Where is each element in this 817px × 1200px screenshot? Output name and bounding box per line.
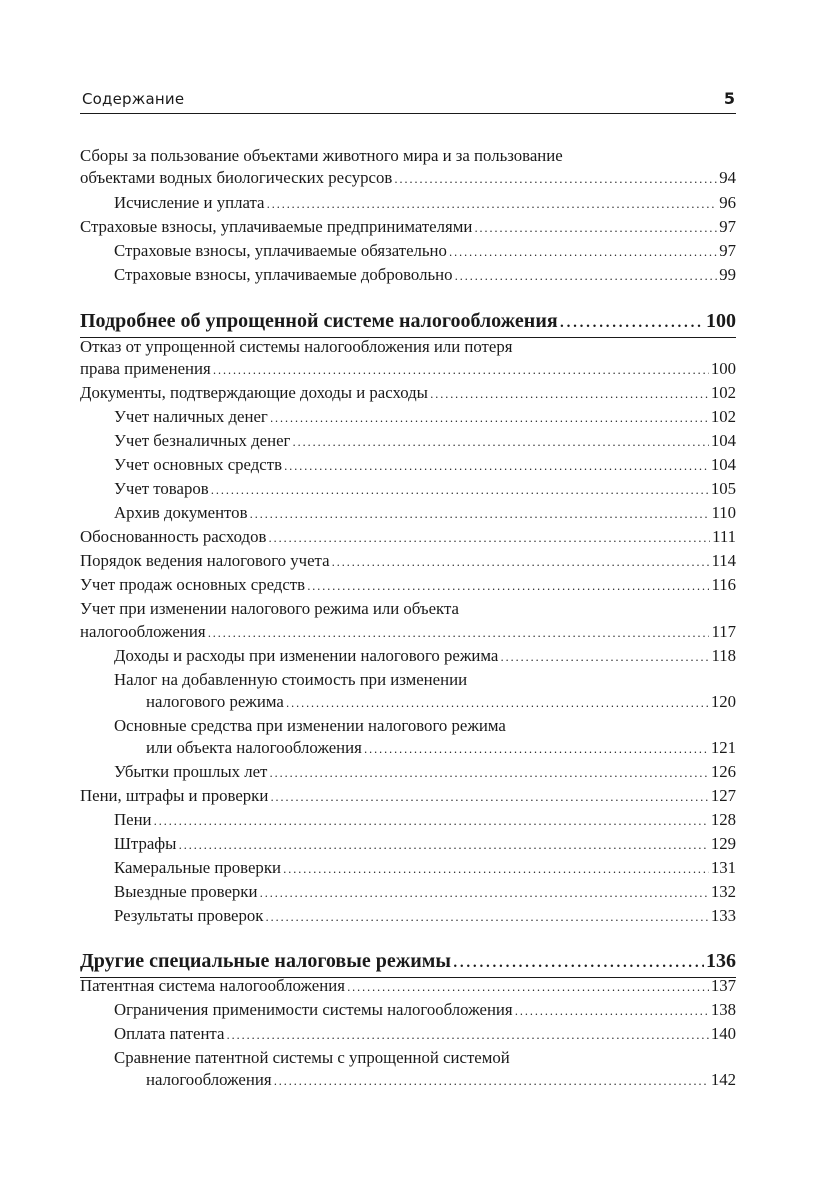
toc-entry-title: Учет безналичных денег	[114, 431, 291, 450]
toc-entry-page-number: 94	[719, 168, 736, 187]
toc-entry	[80, 146, 736, 166]
toc-entry	[114, 646, 736, 668]
dot-leader	[226, 1026, 708, 1046]
toc-entry-page-number: 100	[706, 310, 736, 332]
toc-entry	[80, 976, 736, 998]
toc-entry	[114, 762, 736, 784]
toc-entry	[80, 599, 736, 619]
toc-entry	[114, 407, 736, 429]
toc-entry	[80, 168, 736, 190]
toc-entry-page-number: 126	[710, 762, 736, 781]
toc-entry	[114, 193, 736, 215]
dot-leader	[270, 788, 709, 808]
toc-entry	[146, 1070, 736, 1092]
dot-leader	[347, 978, 709, 998]
toc-entry-title: Налог на добавленную стоимость при изменении	[114, 670, 468, 689]
toc-entry	[114, 455, 736, 477]
dot-leader	[178, 836, 708, 856]
toc-entry	[114, 810, 736, 832]
toc-entry-page-number: 111	[712, 527, 736, 546]
dot-leader	[284, 457, 709, 477]
dot-leader	[515, 1002, 709, 1022]
dot-leader	[500, 648, 709, 668]
toc-entry-title: Пени	[114, 810, 152, 829]
toc-entry-page-number: 102	[710, 383, 736, 402]
dot-leader	[364, 740, 709, 760]
toc-entry-page-number: 127	[710, 786, 736, 805]
dot-leader	[259, 884, 708, 904]
toc-entry-title: налогообложения	[146, 1070, 272, 1089]
toc-entry-title: налогообложения	[80, 622, 206, 641]
toc-entry	[114, 1024, 736, 1046]
toc-entry-page-number: 138	[710, 1000, 736, 1019]
toc-entry-page-number: 140	[710, 1024, 736, 1043]
dot-leader	[332, 553, 710, 573]
dot-leader	[286, 694, 709, 714]
toc-entry	[80, 551, 736, 573]
toc-entry	[146, 738, 736, 760]
toc-entry	[114, 1048, 736, 1068]
toc-entry-title: Камеральные проверки	[114, 858, 281, 877]
toc-entry	[80, 527, 736, 549]
toc-entry-title: Учет основных средств	[114, 455, 283, 474]
toc-entry-title: Ограничения применимости системы налогообложения	[114, 1000, 513, 1019]
toc-entry-title: Результаты проверок	[114, 906, 264, 925]
toc-entry	[114, 858, 736, 880]
dot-leader	[269, 764, 708, 784]
dot-leader	[307, 577, 709, 597]
toc-entry-title: Исчисление и уплата	[114, 193, 265, 212]
toc-entry-title: Учет продаж основных средств	[80, 575, 306, 594]
toc-entry-title: Оплата патента	[114, 1024, 225, 1043]
toc-entry-page-number: 102	[710, 407, 736, 426]
toc-entry-page-number: 118	[711, 646, 736, 665]
toc-entry-page-number: 132	[710, 882, 736, 901]
toc-entry-title: Страховые взносы, уплачиваемые добровольно	[114, 265, 453, 284]
toc-entry	[114, 431, 736, 453]
dot-leader	[208, 624, 710, 644]
toc-entry-title: Штрафы	[114, 834, 177, 853]
toc-section-heading	[80, 308, 736, 337]
toc-entry-page-number: 97	[719, 217, 736, 236]
toc-entry	[80, 337, 736, 357]
toc-entry-title: Основные средства при изменении налогового режима	[114, 716, 506, 735]
toc-entry-page-number: 137	[710, 976, 736, 995]
toc-entry-title: Страховые взносы, уплачиваемые обязательно	[114, 241, 447, 260]
dot-leader	[266, 195, 717, 215]
toc-entry-title: Выездные проверки	[114, 882, 258, 901]
dot-leader	[292, 433, 708, 453]
toc-entry-title: Архив документов	[114, 503, 248, 522]
toc-entry-page-number: 100	[710, 359, 736, 378]
toc-entry-title: Отказ от упрощенной системы налогообложения или потеря	[80, 337, 513, 356]
toc-entry-page-number: 97	[719, 241, 736, 260]
toc-entry-page-number: 117	[711, 622, 736, 641]
toc-entry-page-number: 133	[710, 906, 736, 925]
toc-entry	[80, 575, 736, 597]
toc-entry-title: Подробнее об упрощенной системе налогообложения	[80, 310, 558, 332]
dot-leader	[154, 812, 709, 832]
toc-entry-title: Учет при изменении налогового режима или объекта	[80, 599, 459, 618]
toc-entry-title: права применения	[80, 359, 211, 378]
toc-entry-title: Пени, штрафы и проверки	[80, 786, 269, 805]
toc-entry-page-number: 114	[711, 551, 736, 570]
toc-entry-page-number: 142	[710, 1070, 736, 1089]
dot-leader	[250, 505, 710, 525]
toc-entry	[114, 716, 736, 736]
toc-entry	[80, 383, 736, 405]
toc-entry	[80, 359, 736, 381]
toc-entry	[80, 786, 736, 808]
toc-entry-title: Сборы за пользование объектами животного мира и за пользование	[80, 146, 563, 165]
dot-leader	[474, 219, 717, 239]
toc-entry-page-number: 129	[710, 834, 736, 853]
toc-entry	[114, 479, 736, 501]
dot-leader	[449, 243, 717, 263]
toc-entry	[80, 217, 736, 239]
dot-leader	[268, 529, 710, 549]
dot-leader	[430, 385, 709, 405]
page-number: 5	[723, 89, 735, 108]
dot-leader	[265, 908, 708, 928]
toc-entry-title: Учет наличных денег	[114, 407, 268, 426]
toc-entry-page-number: 116	[711, 575, 736, 594]
dot-leader	[560, 311, 704, 337]
toc-entry-title: Убытки прошлых лет	[114, 762, 268, 781]
toc-entry-title: Доходы и расходы при изменении налогового режима	[114, 646, 499, 665]
toc-entry	[114, 906, 736, 928]
toc-entry-title: Порядок ведения налогового учета	[80, 551, 330, 570]
toc-entry-title: Другие специальные налоговые режимы	[80, 950, 451, 972]
toc-entry	[80, 622, 736, 644]
toc-entry	[114, 503, 736, 525]
toc-entry-title: или объекта налогообложения	[146, 738, 362, 757]
toc-entry-title: Обоснованность расходов	[80, 527, 267, 546]
toc-entry-title: Документы, подтверждающие доходы и расходы	[80, 383, 428, 402]
toc-entry-title: налогового режима	[146, 692, 284, 711]
toc-entry	[114, 265, 736, 287]
toc-entry-title: Страховые взносы, уплачиваемые предпринимателями	[80, 217, 473, 236]
toc-entry-page-number: 110	[711, 503, 736, 522]
dot-leader	[213, 361, 709, 381]
toc-entry	[114, 882, 736, 904]
toc-entry-page-number: 128	[710, 810, 736, 829]
toc-entry	[146, 692, 736, 714]
dot-leader	[453, 951, 704, 977]
toc-entry-page-number: 104	[710, 431, 736, 450]
toc-entry-title: объектами водных биологических ресурсов	[80, 168, 393, 187]
dot-leader	[455, 267, 718, 287]
running-title: Содержание	[82, 90, 185, 108]
toc-entry-page-number: 136	[706, 950, 736, 972]
toc-entry-page-number: 105	[710, 479, 736, 498]
toc-entry-page-number: 120	[710, 692, 736, 711]
toc-entry-title: Патентная система налогообложения	[80, 976, 345, 995]
toc-entry-page-number: 131	[710, 858, 736, 877]
toc-entry	[114, 834, 736, 856]
toc-entry-page-number: 99	[719, 265, 736, 284]
toc-entry-page-number: 96	[719, 193, 736, 212]
toc-entry	[114, 241, 736, 263]
toc-entry	[114, 1000, 736, 1022]
toc-entry-page-number: 104	[710, 455, 736, 474]
dot-leader	[274, 1072, 709, 1092]
toc-entry-page-number: 121	[710, 738, 736, 757]
toc-entry-title: Сравнение патентной системы с упрощенной системой	[114, 1048, 510, 1067]
table-of-contents	[80, 0, 736, 1200]
dot-leader	[211, 481, 709, 501]
dot-leader	[283, 860, 709, 880]
toc-entry-title: Учет товаров	[114, 479, 209, 498]
dot-leader	[394, 170, 717, 190]
dot-leader	[270, 409, 709, 429]
toc-entry	[114, 670, 736, 690]
toc-section-heading	[80, 948, 736, 977]
